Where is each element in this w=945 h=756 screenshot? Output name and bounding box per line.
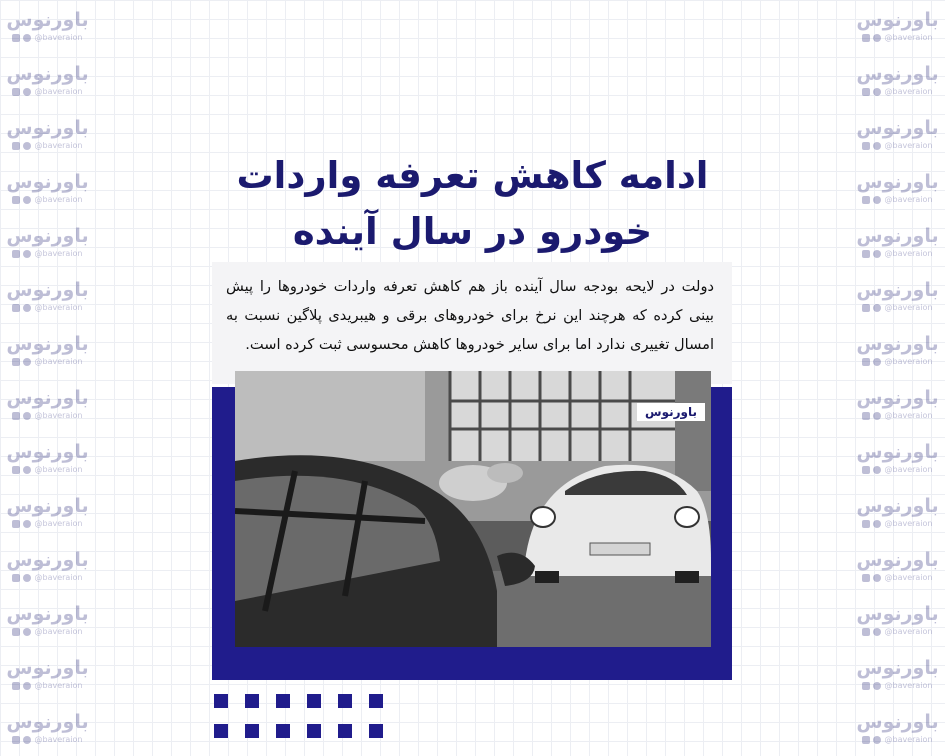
square-row bbox=[214, 694, 383, 708]
watermark-logo: باورنوس bbox=[6, 495, 89, 517]
car-showroom-photo bbox=[235, 371, 711, 647]
watermark-handle: @baveraion bbox=[884, 519, 933, 528]
watermark-handle-row bbox=[0, 626, 95, 638]
watermark-logo: باورنوس bbox=[6, 225, 89, 247]
watermark-logo: باورنوس bbox=[6, 603, 89, 625]
instagram-icon bbox=[862, 412, 870, 420]
telegram-icon bbox=[23, 88, 31, 96]
telegram-icon bbox=[23, 466, 31, 474]
watermark-item bbox=[0, 216, 95, 270]
watermark-item bbox=[850, 162, 945, 216]
watermark-handle: @baveraion bbox=[884, 681, 933, 690]
instagram-icon bbox=[12, 466, 20, 474]
watermark-item bbox=[850, 216, 945, 270]
watermark-logo: باورنوس bbox=[856, 441, 939, 463]
watermark-handle-row bbox=[850, 86, 945, 98]
instagram-icon bbox=[12, 88, 20, 96]
telegram-icon bbox=[873, 736, 881, 744]
watermark-handle-row bbox=[850, 356, 945, 368]
decor-square bbox=[214, 724, 228, 738]
watermark-column-left bbox=[0, 0, 95, 756]
watermark-logo: باورنوس bbox=[856, 387, 939, 409]
watermark-logo: باورنوس bbox=[856, 711, 939, 733]
watermark-item bbox=[0, 0, 95, 54]
watermark-handle: @baveraion bbox=[34, 87, 83, 96]
telegram-icon bbox=[23, 574, 31, 582]
watermark-logo: باورنوس bbox=[856, 603, 939, 625]
instagram-icon bbox=[862, 466, 870, 474]
watermark-item bbox=[850, 54, 945, 108]
watermark-handle: @baveraion bbox=[34, 519, 83, 528]
instagram-icon bbox=[12, 250, 20, 258]
telegram-icon bbox=[23, 682, 31, 690]
instagram-icon bbox=[12, 628, 20, 636]
decorative-squares bbox=[214, 694, 383, 754]
instagram-icon bbox=[12, 736, 20, 744]
watermark-handle-row bbox=[0, 410, 95, 422]
watermark-handle: @baveraion bbox=[884, 249, 933, 258]
decor-square bbox=[214, 694, 228, 708]
instagram-icon bbox=[862, 250, 870, 258]
watermark-item bbox=[850, 108, 945, 162]
watermark-handle-row bbox=[0, 32, 95, 44]
watermark-handle: @baveraion bbox=[884, 141, 933, 150]
telegram-icon bbox=[873, 358, 881, 366]
watermark-handle-row bbox=[0, 680, 95, 692]
watermark-handle-row bbox=[0, 86, 95, 98]
telegram-icon bbox=[873, 34, 881, 42]
watermark-item bbox=[850, 648, 945, 702]
decor-square bbox=[307, 694, 321, 708]
telegram-icon bbox=[873, 250, 881, 258]
watermark-item bbox=[0, 108, 95, 162]
telegram-icon bbox=[23, 196, 31, 204]
watermark-logo: باورنوس bbox=[6, 441, 89, 463]
watermark-handle: @baveraion bbox=[34, 465, 83, 474]
watermark-logo: باورنوس bbox=[856, 63, 939, 85]
watermark-handle: @baveraion bbox=[34, 735, 83, 744]
watermark-logo: باورنوس bbox=[6, 549, 89, 571]
instagram-icon bbox=[12, 142, 20, 150]
watermark-logo: باورنوس bbox=[856, 225, 939, 247]
telegram-icon bbox=[873, 628, 881, 636]
watermark-handle-row bbox=[0, 572, 95, 584]
instagram-icon bbox=[862, 520, 870, 528]
decor-square bbox=[338, 694, 352, 708]
watermark-handle-row bbox=[0, 356, 95, 368]
telegram-icon bbox=[873, 196, 881, 204]
watermark-handle: @baveraion bbox=[884, 33, 933, 42]
watermark-item bbox=[850, 540, 945, 594]
watermark-logo: باورنوس bbox=[6, 9, 89, 31]
watermark-handle-row bbox=[850, 518, 945, 530]
watermark-logo: باورنوس bbox=[6, 657, 89, 679]
instagram-icon bbox=[862, 196, 870, 204]
watermark-handle-row bbox=[0, 194, 95, 206]
watermark-handle: @baveraion bbox=[34, 627, 83, 636]
watermark-logo: باورنوس bbox=[6, 63, 89, 85]
watermark-logo: باورنوس bbox=[6, 387, 89, 409]
watermark-item bbox=[0, 486, 95, 540]
watermark-handle: @baveraion bbox=[34, 681, 83, 690]
telegram-icon bbox=[873, 88, 881, 96]
watermark-logo: باورنوس bbox=[856, 657, 939, 679]
watermark-logo: باورنوس bbox=[856, 9, 939, 31]
watermark-logo: باورنوس bbox=[856, 495, 939, 517]
watermark-item bbox=[850, 0, 945, 54]
watermark-logo: باورنوس bbox=[856, 279, 939, 301]
watermark-handle: @baveraion bbox=[34, 573, 83, 582]
instagram-icon bbox=[862, 358, 870, 366]
instagram-icon bbox=[12, 196, 20, 204]
instagram-icon bbox=[862, 682, 870, 690]
watermark-item bbox=[0, 54, 95, 108]
telegram-icon bbox=[23, 358, 31, 366]
watermark-item bbox=[850, 432, 945, 486]
watermark-handle: @baveraion bbox=[884, 411, 933, 420]
watermark-item bbox=[0, 594, 95, 648]
watermark-item bbox=[850, 378, 945, 432]
watermark-logo: باورنوس bbox=[6, 117, 89, 139]
watermark-handle: @baveraion bbox=[884, 87, 933, 96]
instagram-icon bbox=[12, 520, 20, 528]
instagram-icon bbox=[12, 358, 20, 366]
instagram-icon bbox=[862, 88, 870, 96]
instagram-icon bbox=[12, 574, 20, 582]
watermark-item bbox=[850, 324, 945, 378]
watermark-item bbox=[0, 648, 95, 702]
watermark-handle-row bbox=[850, 572, 945, 584]
decor-square bbox=[245, 724, 259, 738]
instagram-icon bbox=[862, 34, 870, 42]
instagram-icon bbox=[12, 34, 20, 42]
watermark-logo: باورنوس bbox=[856, 171, 939, 193]
telegram-icon bbox=[873, 142, 881, 150]
instagram-icon bbox=[862, 736, 870, 744]
telegram-icon bbox=[23, 736, 31, 744]
watermark-handle-row bbox=[0, 302, 95, 314]
telegram-icon bbox=[873, 574, 881, 582]
square-row bbox=[214, 724, 383, 738]
watermark-handle: @baveraion bbox=[884, 735, 933, 744]
watermark-item bbox=[850, 270, 945, 324]
telegram-icon bbox=[23, 628, 31, 636]
instagram-icon bbox=[862, 142, 870, 150]
summary-text: دولت در لایحه بودجه سال آینده باز هم کاهش تعرفه واردات خودروها را پیش بینی کرده که هرچند این نرخ برای خودروهای برقی و هیبریدی پلاگین نسبت به امسال تغییری ندارد اما برای سایر خودروها کاهش محسوسی ثبت کرده است. bbox=[212, 262, 732, 384]
telegram-icon bbox=[23, 304, 31, 312]
watermark-handle-row bbox=[0, 140, 95, 152]
telegram-icon bbox=[873, 412, 881, 420]
watermark-logo: باورنوس bbox=[856, 117, 939, 139]
instagram-icon bbox=[12, 304, 20, 312]
decor-square bbox=[369, 694, 383, 708]
watermark-handle-row bbox=[850, 464, 945, 476]
telegram-icon bbox=[873, 520, 881, 528]
watermark-handle-row bbox=[0, 518, 95, 530]
watermark-item bbox=[0, 540, 95, 594]
watermark-handle: @baveraion bbox=[34, 357, 83, 366]
watermark-handle: @baveraion bbox=[34, 249, 83, 258]
decor-square bbox=[276, 694, 290, 708]
watermark-handle-row bbox=[850, 194, 945, 206]
telegram-icon bbox=[873, 466, 881, 474]
instagram-icon bbox=[862, 628, 870, 636]
watermark-handle-row bbox=[0, 464, 95, 476]
watermark-handle-row bbox=[0, 734, 95, 746]
watermark-handle-row bbox=[850, 734, 945, 746]
instagram-icon bbox=[12, 412, 20, 420]
watermark-handle: @baveraion bbox=[884, 195, 933, 204]
headline: ادامه کاهش تعرفه واردات خودرو در سال آینده bbox=[236, 154, 709, 253]
watermark-handle-row bbox=[0, 248, 95, 260]
watermark-handle: @baveraion bbox=[884, 627, 933, 636]
watermark-handle: @baveraion bbox=[884, 357, 933, 366]
watermark-item bbox=[850, 486, 945, 540]
instagram-icon bbox=[862, 304, 870, 312]
watermark-item bbox=[850, 702, 945, 756]
watermark-handle-row bbox=[850, 140, 945, 152]
watermark-handle: @baveraion bbox=[34, 195, 83, 204]
photo-watermark-logo: باورنوس bbox=[637, 403, 705, 421]
watermark-logo: باورنوس bbox=[6, 711, 89, 733]
telegram-icon bbox=[873, 304, 881, 312]
decor-square bbox=[338, 724, 352, 738]
watermark-logo: باورنوس bbox=[856, 333, 939, 355]
watermark-item bbox=[850, 594, 945, 648]
watermark-handle-row bbox=[850, 410, 945, 422]
watermark-item bbox=[0, 432, 95, 486]
watermark-item bbox=[0, 324, 95, 378]
decor-square bbox=[276, 724, 290, 738]
watermark-column-right bbox=[850, 0, 945, 756]
watermark-handle: @baveraion bbox=[34, 33, 83, 42]
decor-square bbox=[307, 724, 321, 738]
watermark-handle-row bbox=[850, 680, 945, 692]
decor-square bbox=[245, 694, 259, 708]
watermark-logo: باورنوس bbox=[6, 171, 89, 193]
telegram-icon bbox=[23, 412, 31, 420]
watermark-item bbox=[0, 702, 95, 756]
telegram-icon bbox=[873, 682, 881, 690]
watermark-item bbox=[0, 378, 95, 432]
watermark-handle-row bbox=[850, 32, 945, 44]
watermark-handle: @baveraion bbox=[884, 573, 933, 582]
watermark-handle: @baveraion bbox=[884, 303, 933, 312]
watermark-handle: @baveraion bbox=[34, 411, 83, 420]
watermark-handle-row bbox=[850, 302, 945, 314]
watermark-handle-row bbox=[850, 626, 945, 638]
telegram-icon bbox=[23, 250, 31, 258]
watermark-logo: باورنوس bbox=[856, 549, 939, 571]
telegram-icon bbox=[23, 520, 31, 528]
instagram-icon bbox=[12, 682, 20, 690]
telegram-icon bbox=[23, 34, 31, 42]
decor-square bbox=[369, 724, 383, 738]
watermark-handle-row bbox=[850, 248, 945, 260]
watermark-logo: باورنوس bbox=[6, 279, 89, 301]
watermark-item bbox=[0, 162, 95, 216]
telegram-icon bbox=[23, 142, 31, 150]
watermark-handle: @baveraion bbox=[884, 465, 933, 474]
instagram-icon bbox=[862, 574, 870, 582]
watermark-item bbox=[0, 270, 95, 324]
watermark-logo: باورنوس bbox=[6, 333, 89, 355]
watermark-handle: @baveraion bbox=[34, 303, 83, 312]
watermark-handle: @baveraion bbox=[34, 141, 83, 150]
